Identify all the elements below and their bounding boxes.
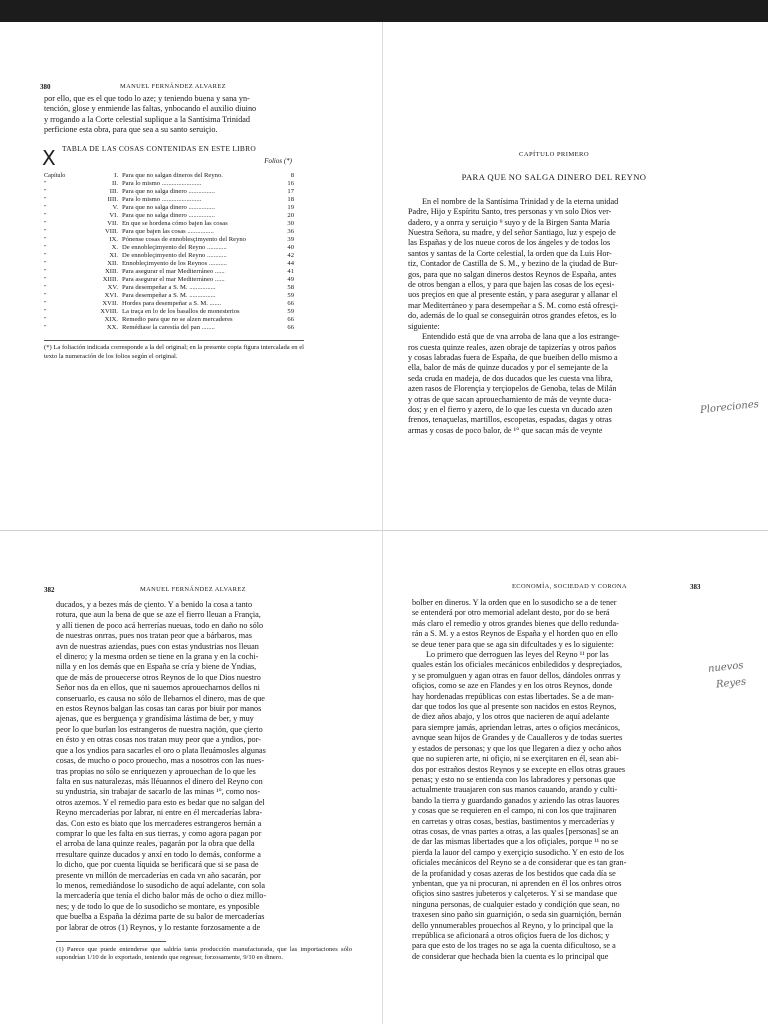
text-line: en estos Reynos balgan las cosas tan caras por biuir por manos <box>56 704 262 714</box>
margin-x-mark: X <box>42 146 56 170</box>
text-line: do, además de lo qual se conseguirán otros grandes efetos, es lo <box>408 311 617 321</box>
toc-note: (*) La foliación indicada corresponde a la del original; en la presente copia figura intercalada en el texto la numeración de los folios según el original. <box>44 340 304 360</box>
toc-folio: 49 <box>287 276 294 284</box>
text-line: azen rasos de Florençia y terçiopelos de Genoba, telas de Milán <box>408 384 617 394</box>
text-line: avnque sean hijos de Grandes y de Caualleros y de todas suertes <box>412 733 623 743</box>
toc-chapter-number: XV. <box>107 284 118 292</box>
text-line: y otras de que sacan aprouechamiento de más de veynte duca- <box>408 394 612 404</box>
text-line: que de más de prouecerse otros Reynos de lo que Dios nuestro <box>56 672 261 682</box>
text-line: ducados, y a bezes más de çiento. Y a benido la cosa a tanto <box>56 600 253 609</box>
toc-chapter-number: XVIII. <box>100 308 118 316</box>
handwritten-note: Reyes <box>715 676 747 691</box>
toc-chapter-number: V. <box>112 204 118 212</box>
toc-chapter-title: Para que bajen las cosas ................ <box>122 228 214 236</box>
toc-folio: 8 <box>290 172 294 180</box>
text-line: gos, para que no salgan dineros destos Reynos de España, antes <box>408 269 617 279</box>
toc-chapter-title: Ennobleçimyento de los Reynos ........... <box>122 260 227 268</box>
toc-chapter-title: Para asegurar el mar Mediterráneo ...... <box>122 268 225 276</box>
text-line: dos por estraños destos Reynos y se excepte en ellos otras graues <box>412 764 626 774</box>
folios-label: Folios (*) <box>264 157 292 166</box>
toc-chapter-number: VII. <box>107 220 118 228</box>
text-line: comprar lo que les falta en sus tierras, y como agora pagan por <box>56 828 262 838</box>
text-line: de diez años abajo, y los otros que nacieren de aquí adelante <box>412 712 610 722</box>
text-line: actualmente trauajaren con sus manos cauando, arando y culti- <box>412 785 618 795</box>
text-line: frenos, tenaçuelas, martillos, escopetas, espadas, dagas y otras <box>408 415 612 425</box>
toc-chapter-label: Capítulo <box>44 172 66 180</box>
text-line: de la profanidad y cosas azeras de los bestidos que cada día se <box>412 868 616 878</box>
text-line: penas; y esto no se entienda con los labradores y personas que <box>412 774 616 784</box>
toc-chapter-label: " <box>44 180 47 188</box>
text-line: de dar las mismas libertades que a los ofiçiales, porque ¹¹ no se <box>412 837 619 847</box>
toc-chapter-number: II. <box>111 180 118 188</box>
text-line: ajenas, que es berguença y grandísima lástima de ber, y muy <box>56 714 254 724</box>
toc-chapter-label: " <box>44 308 47 316</box>
text-line: uos preçios en que al presente están, y para asegurar y allanar el <box>408 290 618 300</box>
toc-row <box>44 180 294 188</box>
toc-row <box>44 284 294 292</box>
text-line: perficione esta obra, para que sea a su santo seruiçio. <box>44 125 218 135</box>
toc-folio: 59 <box>287 308 294 316</box>
toc-chapter-title: Para lo mismo ........................ <box>122 196 202 204</box>
toc-folio: 36 <box>287 228 294 236</box>
toc-chapter-title: Para desempeñar a S. M. ................ <box>122 292 216 300</box>
toc-chapter-title: De ennobleçimyento del Reyno ............ <box>122 244 227 252</box>
text-line: rán a S. M. y a estos Reynos de España y el horden quo en ello <box>412 629 618 639</box>
text-line: y estados de personas; y que los que llegaren a diez y ocho años <box>412 743 622 753</box>
toc-chapter-title: Remédiase la carestía del pan ........ <box>122 324 215 332</box>
text-line: hay hordenadas rrepúblicas con estas libertades. Se a de man- <box>412 691 614 701</box>
toc-row <box>44 292 294 300</box>
toc-folio: 44 <box>287 260 294 268</box>
chapter-text <box>408 197 700 436</box>
text-line: las Españas y de los nueue coros de los ángeles y de todos los <box>408 238 611 248</box>
text-line: pierda la lauor del campo y exerçiçio susodicho. Y en esto de los <box>412 847 624 857</box>
text-line: santos y santas de la Corte celestial, la orden que da Luis Hor- <box>408 248 612 258</box>
text-line: cosas, de mucho o poco prouecho, mas a nosotros con las nues- <box>56 756 265 766</box>
text-line: y se promulguen y agan otras en fauor dellos, dándoles onrras y <box>412 670 621 680</box>
text-line: se deue tener para que se aga sin difcultades y es lo siguiente: <box>412 639 614 649</box>
toc-chapter-title: Para que no salga dinero ................ <box>122 212 215 220</box>
text-line: dar que todos los que al presente son nacidos en estos Reynos, <box>412 702 617 712</box>
toc-title: TABLA DE LAS COSAS CONTENIDAS EN ESTE LIBRO <box>62 143 256 153</box>
toc-chapter-label: " <box>44 188 47 196</box>
text-line: lo dicho, que por cuenta líquida se berificará que si se pasa de <box>56 860 259 870</box>
text-line: se entenderá por otro memorial adelant desto, por do se berá <box>412 608 610 618</box>
footnote-rule <box>56 941 166 942</box>
text-line: su yndustria, sin trabajar de sacarlo de las minas ¹°, como nos- <box>56 787 261 797</box>
toc-chapter-title: Para lo mismo ........................ <box>122 180 202 188</box>
text-line: tiz, Contador de Castilla de S. M., y bezino de la çiudad de Bur- <box>408 259 618 269</box>
text-line: otros azemos. Y el remedio para esto es bedar que no salgan del <box>56 797 265 807</box>
toc-chapter-number: XI. <box>109 252 118 260</box>
text-line: ofiçios sino sastres jubeteros y calçeteros. Y si se mandase que <box>412 889 618 899</box>
toc-chapter-number: IX. <box>109 236 118 244</box>
text-line: ella, balor de más de quinze ducados y por el semejante de la <box>408 363 608 373</box>
toc-chapter-number: XVII. <box>102 300 118 308</box>
toc-chapter-label: " <box>44 236 47 244</box>
toc-chapter-label: " <box>44 284 47 292</box>
text-line: conseruarlo, es causa no sólo de llebarnos el dinero, mas de que <box>56 693 265 703</box>
page-separator <box>0 530 768 531</box>
text-line: el arroba de lana quinze reales, pagarán por la obra que della <box>56 839 255 849</box>
text-line: para que esto de los trages no se aga la cuenta dificultoso, se a <box>412 941 616 951</box>
text-line: de otros bengan a ellos, y para que bajen las cosas de los eçesi- <box>408 280 615 290</box>
toc-row <box>44 252 294 260</box>
toc-chapter-label: " <box>44 252 47 260</box>
body-text <box>412 598 706 962</box>
toc-row <box>44 196 294 204</box>
toc-row <box>44 324 294 332</box>
toc-row <box>44 172 294 180</box>
text-line: para siempre jamás, apriendan letras, artes o ofiçios mecánicos, <box>412 722 621 732</box>
text-line: y rrogando a la Corte celestial suplique a la Santísima Trinidad <box>44 114 251 124</box>
toc-chapter-title: Remedio para que no se alzen mercaderes <box>122 316 233 324</box>
toc-chapter-label: " <box>44 300 47 308</box>
toc-chapter-title: Hordes para desempeñar a S. M. ....... <box>122 300 222 308</box>
text-line: peor lo que burlan los estrangeros de nuestra naçión, que çierto <box>56 724 263 734</box>
page-number: 380 <box>40 83 51 91</box>
text-line: dos; y en el fierro y azero, de lo que les cuesta vn ducado azen <box>408 404 613 414</box>
toc-chapter-title: Para que no salga dinero ................ <box>122 204 215 212</box>
text-line: Entendido está que de vna arroba de lana que a los estrange- <box>422 332 620 342</box>
text-line: das. Con esto es biato que los mercaderes estrangeros bernán a <box>56 818 262 828</box>
text-line: rresultare quinze ducados y anxí en todo lo demás, conforme a <box>56 849 261 859</box>
text-line: Reyno mercaderías por labrar, ni entre en él mercaderías labra- <box>56 808 263 818</box>
text-line: otras cosas, de vnas partes a otras, a las quales [personas] se an <box>412 826 619 836</box>
text-line: ofiçios, como se aze en Flandes y en los otros Reynos, donde <box>412 681 613 691</box>
text-line: avn de nuestras aziendas, pues con estas yndustrias nos lleuan <box>56 641 259 651</box>
running-head: MANUEL FERNÁNDEZ ALVAREZ <box>120 83 226 90</box>
text-line: bolber en dineros. Y la orden que en lo susodicho se a de tener <box>412 598 617 607</box>
toc-chapter-label: " <box>44 244 47 252</box>
toc-folio: 66 <box>287 324 294 332</box>
text-line: seda cruda en madeja, de dos ducados que les cuesta vna libra, <box>408 373 613 383</box>
page-top-right <box>408 150 700 436</box>
toc-folio: 41 <box>287 268 294 276</box>
toc-chapter-title: Para asegurar el mar Mediterráneo ...... <box>122 276 225 284</box>
text-line: ros cuesta quinze reales, azen obraje de tapizerías y otros paños <box>408 342 617 352</box>
text-line: en carretas y otras cosas, bestias, bastimentos y mercaderías y <box>412 816 615 826</box>
text-line: oficiales mecánicos del Reyno se a de considerar que es tan gran- <box>412 858 627 868</box>
text-line: En el nombre de la Santísima Trinidad y de la eterna unidad <box>422 196 619 206</box>
toc-chapter-label: " <box>44 276 47 284</box>
text-line: por labrar de otros (1) Reynos, y lo restante forzosamente a de <box>56 922 261 932</box>
toc-chapter-label: " <box>44 220 47 228</box>
toc-folio: 20 <box>287 212 294 220</box>
text-line: dadero, y a onrra y seruiçio ⁹ suyo y de la Birgen Santa María <box>408 217 610 227</box>
text-line: presente vn millón de mercaderías en cada vn año sacarán, por <box>56 870 261 880</box>
text-line: Señor nos da en ellos, que ni sauemos aprouecharnos dellos ni <box>56 683 260 693</box>
text-line: que buelba a España la dézima parte de su balor de mercaderías <box>56 912 265 922</box>
toc-row <box>44 220 294 228</box>
text-line: traxesen sino paño sin guarniçión, o seda sin guarniçión, bernán <box>412 910 622 920</box>
text-line: bando la tierra y guardando ganados y aziendo las otras lauores <box>412 795 620 805</box>
toc-folio: 17 <box>287 188 294 196</box>
toc-chapter-title: La traça en lo de los basallos de monesterios <box>122 308 240 316</box>
page-bottom-left <box>56 600 352 962</box>
text-line: por ello, que es el que todo lo aze; y teniendo buena y sana yn- <box>44 94 250 103</box>
text-line: el dinero; y la mesma orden se tiene en la grana y en la cochi- <box>56 652 259 662</box>
toc-chapter-label: " <box>44 268 47 276</box>
body-text <box>56 600 352 933</box>
text-line: tención, glose y enmiende las faltas, ynbocando el auxilio diuino <box>44 104 257 114</box>
text-line: siguiente: <box>408 321 440 331</box>
page-bottom-right <box>412 598 706 962</box>
toc-folio: 40 <box>287 244 294 252</box>
toc-folio: 66 <box>287 300 294 308</box>
text-line: falta en sus naturalezas, más lléuannos el dinero del Reyno con <box>56 776 263 786</box>
text-line: armas y cosas de poco balor, de ¹° que sacan más de veynte <box>408 425 603 435</box>
text-line: de nuestras onrras, pues nos tratan peor que a bárbaros, mas <box>56 631 252 641</box>
toc-chapter-number: XVI. <box>104 292 118 300</box>
chapter-title: PARA QUE NO SALGA DINERO DEL REYNO <box>461 172 647 183</box>
page-top-left <box>44 94 342 361</box>
toc-row <box>44 236 294 244</box>
toc-folio: 16 <box>287 180 294 188</box>
toc-chapter-number: XIII. <box>105 268 118 276</box>
toc-row <box>44 244 294 252</box>
toc-row <box>44 308 294 316</box>
toc-chapter-number: VIII. <box>105 228 118 236</box>
text-line: Lo primero que derroguen las leyes del Reyno ¹¹ por las <box>426 650 609 660</box>
text-line: Padre, Hijo y Espíritu Santo, tres personas y vn solo Dios ver- <box>408 207 612 217</box>
toc-chapter-label: " <box>44 228 47 236</box>
running-head: MANUEL FERNÁNDEZ ALVAREZ <box>140 586 246 593</box>
toc-row <box>44 228 294 236</box>
toc-chapter-number: IIII. <box>107 196 118 204</box>
handwritten-note: nuevos <box>707 660 745 675</box>
toc-chapter-label: " <box>44 292 47 300</box>
toc-folio: 58 <box>287 284 294 292</box>
text-line: y allí tienen de poco acá herrerías nueuas, todo en daño no sólo <box>56 620 264 630</box>
toc-row <box>44 316 294 324</box>
text-line: ynbentan, que ya ni procuran, ni aprenden en él los onbres otros <box>412 878 622 888</box>
toc-chapter-title: Para que no salga dinero ................ <box>122 188 215 196</box>
toc-chapter-label: " <box>44 316 47 324</box>
toc-row <box>44 212 294 220</box>
toc-table <box>44 172 294 332</box>
page-number: 383 <box>690 583 701 591</box>
toc-chapter-number: VI. <box>109 212 118 220</box>
toc-chapter-label: " <box>44 204 47 212</box>
toc-folio: 66 <box>287 316 294 324</box>
toc-folio: 42 <box>287 252 294 260</box>
text-line: Nuestra Señora, su madre, y del señor Santiago, luz y espejo de <box>408 228 616 238</box>
toc-chapter-number: III. <box>109 188 118 196</box>
toc-chapter-label: " <box>44 324 47 332</box>
toc-folio: 39 <box>287 236 294 244</box>
toc-chapter-number: I. <box>114 172 118 180</box>
toc-chapter-number: XII. <box>107 260 118 268</box>
text-line: que a los yndios para sacarles el oro o plata lleuámosles algunas <box>56 745 266 755</box>
text-line: mar Mediterráneo y para desempeñar a S. M. como está ofresçi- <box>408 300 619 310</box>
running-head: ECONOMÍA, SOCIEDAD Y CORONA <box>512 583 628 590</box>
toc-chapter-number: X. <box>111 244 118 252</box>
text-line: y cosas labradas fuera de España, de que bueiben dello mismo a <box>408 352 618 362</box>
toc-row <box>44 188 294 196</box>
toc-chapter-number: XIX. <box>104 316 118 324</box>
text-line: tras propias no sólo se enriquezen y aprouechan de lo que les <box>56 766 256 776</box>
text-line: ninguna personas, de cualquier estado y condiçión que sean, no <box>412 899 620 909</box>
chapter-label: CAPÍTULO PRIMERO <box>519 151 589 158</box>
text-line: dello ynnumerables prouechos al Reyno, y lo principal que la <box>412 920 613 930</box>
toc-chapter-label: " <box>44 196 47 204</box>
handwritten-note: Ploreciones <box>699 398 760 417</box>
intro-paragraph <box>44 94 342 136</box>
toc-chapter-label: " <box>44 212 47 220</box>
toc-row <box>44 276 294 284</box>
footnote: (1) Parece que puede entenderse que saldría tanta producción manufacturada, que las importaciones sólo supondrían 1/10 de lo exportado, teniendo que regresar, forzosamente, 9/10 en dinero. <box>56 946 352 962</box>
text-line: más claro el remedio y otros grandes bienes que dello redunda- <box>412 618 619 628</box>
toc-folio: 18 <box>287 196 294 204</box>
text-line: nilla y en los demás que en España se cría y biene de Yndias, <box>56 662 257 672</box>
text-line: quales están los oficiales mecánicos enbiledidos y despreçiados, <box>412 660 623 670</box>
text-line: lo menos, remediándose lo susodicho de aquí adelante, con sola <box>56 880 265 890</box>
toc-row <box>44 260 294 268</box>
text-line: la mercadería que tenía el dicho balor más de ocho o diez millo- <box>56 891 267 901</box>
text-line: nes; y de todo lo que de lo susodicho se montare, es ynposible <box>56 901 260 911</box>
toc-chapter-title: Pónense cosas de ennoblesçimyento del Reyno <box>122 236 246 244</box>
text-line: que no supieren arte, ni ofiçio, ni se exerçitaren en él, sean abi- <box>412 754 619 764</box>
book-gutter <box>382 22 383 1024</box>
toc-folio: 30 <box>287 220 294 228</box>
text-line: y cosas que se requieren en el campo, ni con los que trajinaren <box>412 806 617 816</box>
toc-chapter-title: Para que no salgan dineros del Reyno. <box>122 172 223 180</box>
toc-chapter-title: Para desempeñar a S. M. ................ <box>122 284 216 292</box>
text-line: de considerar que hechada bien la cuenta es lo principal que <box>412 951 609 961</box>
toc-row <box>44 300 294 308</box>
toc-row <box>44 204 294 212</box>
page-number: 382 <box>44 586 55 594</box>
toc-row <box>44 268 294 276</box>
toc-folio: 19 <box>287 204 294 212</box>
toc-chapter-label: " <box>44 260 47 268</box>
toc-chapter-number: XX. <box>106 324 118 332</box>
text-line: en ésto y en otras cosas nos tratan muy peor que a yndios, por- <box>56 735 261 745</box>
text-line: rotura, que aun la bena de que se aze el fierro lleuan a Françia, <box>56 610 261 620</box>
text-line: rrepública se aficionará a otros ofiçios fuera de los dichos; y <box>412 931 610 940</box>
scan-top-edge <box>0 0 768 22</box>
toc-chapter-title: En que se hordena cómo bajen las cosas <box>122 220 228 228</box>
toc-folio: 59 <box>287 292 294 300</box>
toc-chapter-number: XIIII. <box>102 276 118 284</box>
toc-chapter-title: De ennobleçimyento del Reyno ............ <box>122 252 227 260</box>
